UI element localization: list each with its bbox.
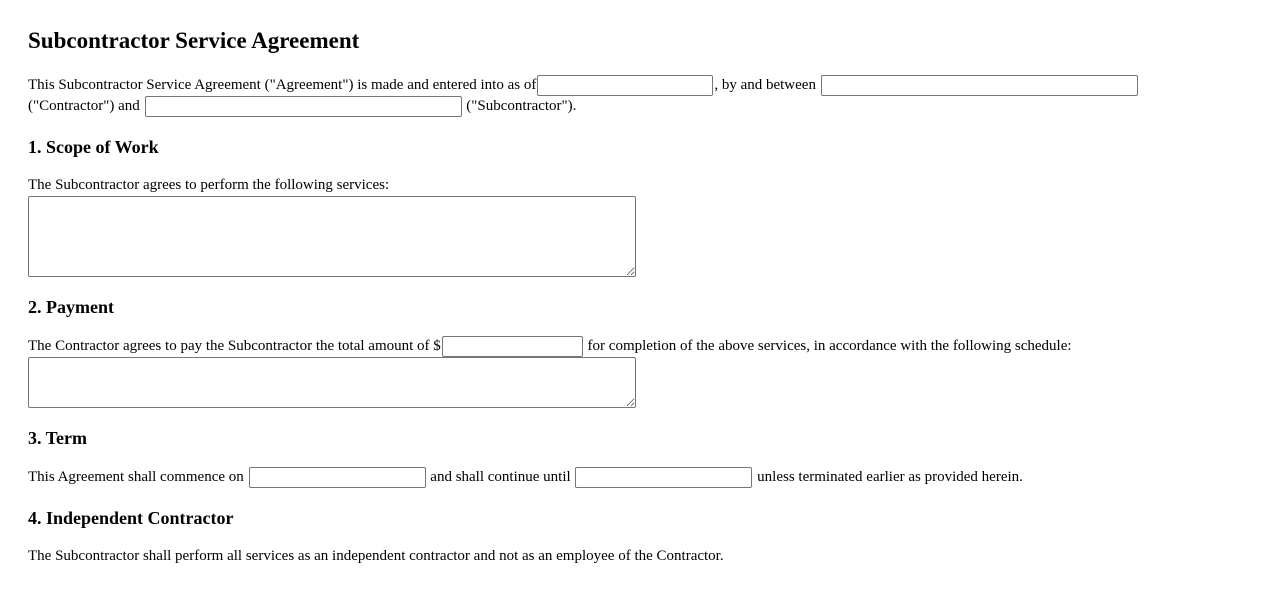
agreement-date-field[interactable] <box>537 75 713 96</box>
payment-schedule-textarea[interactable] <box>28 357 636 408</box>
page-title: Subcontractor Service Agreement <box>28 28 360 53</box>
payment-heading: 2. Payment <box>28 297 114 318</box>
independent-contractor-heading: 4. Independent Contractor <box>28 508 234 529</box>
scope-text: The Subcontractor agrees to perform the following services: <box>28 177 390 194</box>
subcontractor-label: ("Subcontractor"). <box>466 98 577 115</box>
intro-paragraph <box>28 75 1258 117</box>
term-text-after: unless terminated earlier as provided herein. <box>757 469 1023 486</box>
services-textarea[interactable] <box>28 196 636 277</box>
subcontractor-name-field[interactable] <box>145 96 462 117</box>
contractor-label: ("Contractor") and <box>28 98 140 115</box>
scope-heading: 1. Scope of Work <box>28 137 159 158</box>
payment-paragraph <box>28 336 1258 357</box>
independent-contractor-text: The Subcontractor shall perform all services as an independent contractor and not as an employee of the Contractor. <box>28 548 724 565</box>
term-text-middle: and shall continue until <box>430 469 571 486</box>
term-start-date-field[interactable] <box>249 467 426 488</box>
payment-text-after: for completion of the above services, in accordance with the following schedule: <box>587 338 1072 355</box>
term-text-before: This Agreement shall commence on <box>28 469 244 486</box>
contractor-name-field[interactable] <box>821 75 1138 96</box>
intro-text-before-date: This Subcontractor Service Agreement ("Agreement") is made and entered into as of <box>28 77 537 93</box>
payment-text-before: The Contractor agrees to pay the Subcontractor the total amount of $ <box>28 338 441 355</box>
term-end-date-field[interactable] <box>575 467 752 488</box>
term-heading: 3. Term <box>28 428 88 449</box>
payment-amount-field[interactable] <box>442 336 583 357</box>
intro-between-text: , by and between <box>714 77 816 93</box>
term-paragraph <box>28 467 1258 488</box>
